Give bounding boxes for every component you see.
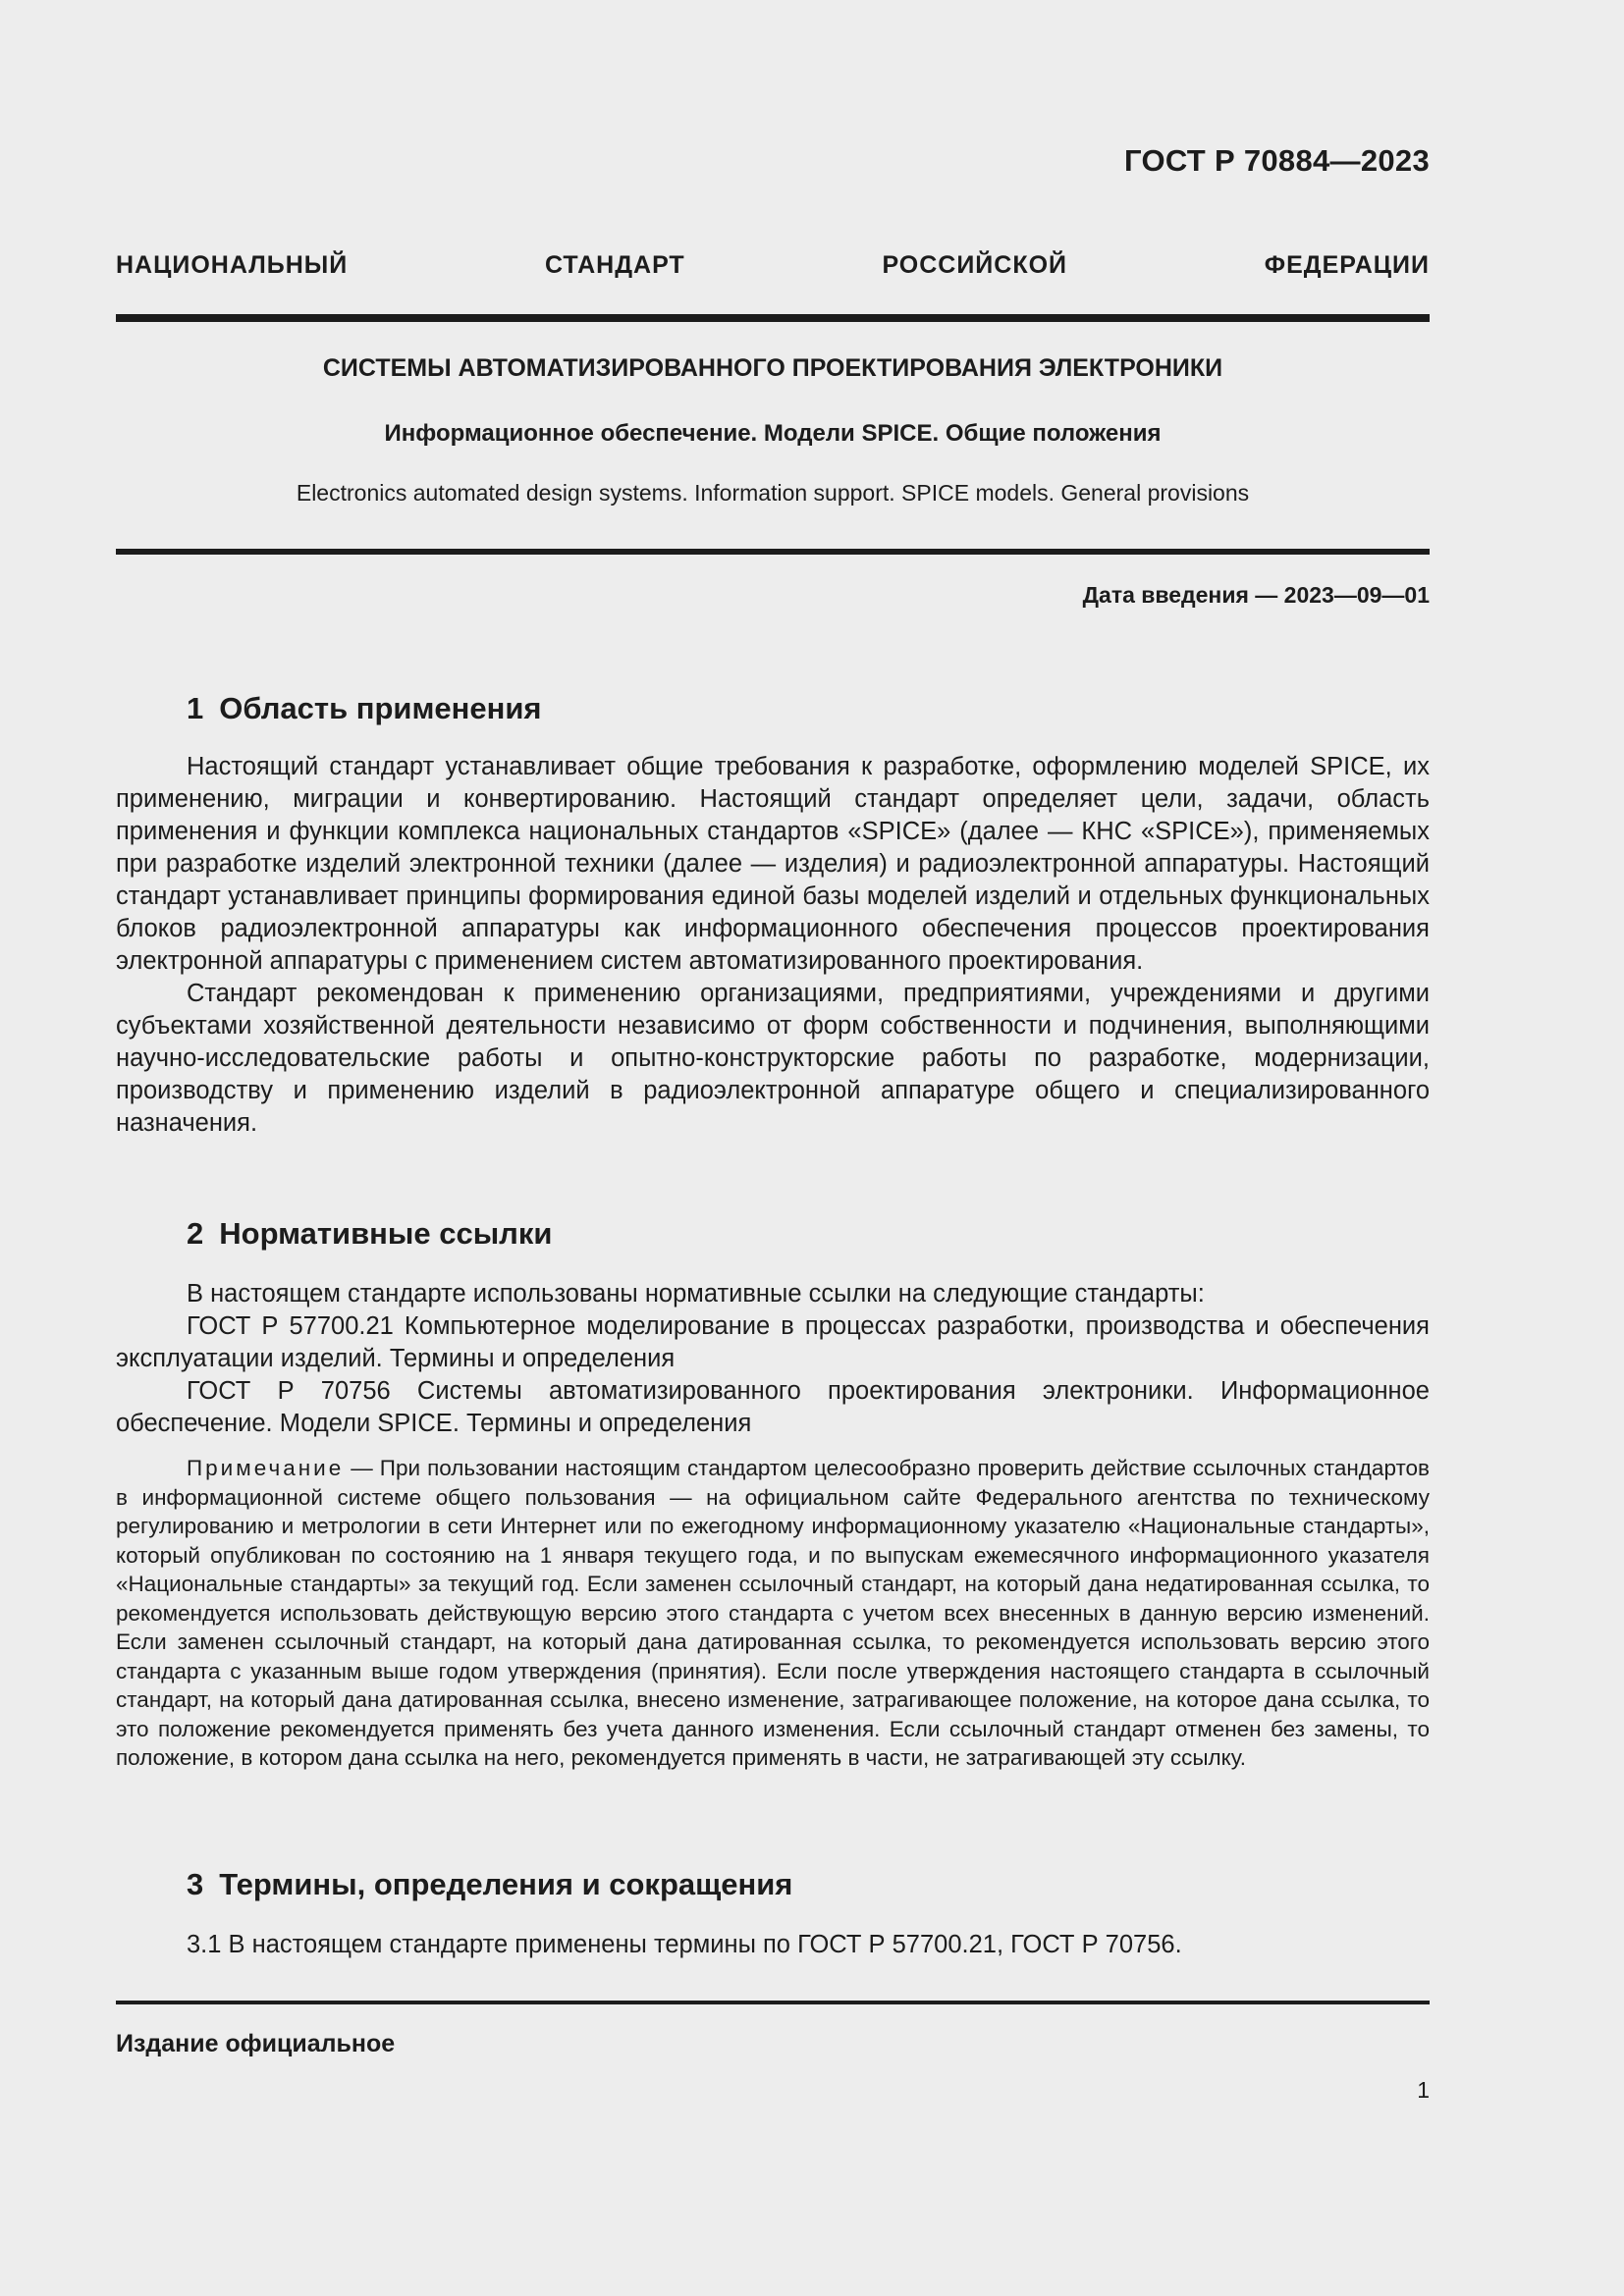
introduction-date: Дата введения — 2023—09—01 (1082, 582, 1430, 608)
footer-rule (116, 2001, 1430, 2004)
section-number: 1 (187, 691, 204, 725)
section-3-body (116, 1929, 1430, 1961)
section-2-heading (187, 1216, 552, 1252)
normative-reference: ГОСТ Р 70756 Системы автоматизированного проектирования электроники. Информационное обеспечение. Модели SPICE. Термины и определения (116, 1377, 1430, 1437)
national-standard-banner: НАЦИОНАЛЬНЫЙ СТАНДАРТ РОССИЙСКОЙ ФЕДЕРАЦИИ (116, 251, 1430, 279)
normative-reference: ГОСТ Р 57700.21 Компьютерное моделирование в процессах разработки, производства и обеспечения эксплуатации изделий. Термины и определения (116, 1312, 1430, 1372)
section-1-heading (187, 691, 542, 726)
edition-label: Издание официальное (116, 2030, 396, 2057)
paragraph: В настоящем стандарте использованы нормативные ссылки на следующие стандарты: (187, 1280, 1205, 1308)
section-3-heading (187, 1867, 792, 1902)
note-text: — При пользовании настоящим стандартом целесообразно проверить действие ссылочных стандартов в информационной системе общего пользования — на официальном сайте Федерального агентства по техническому регулированию и метрологии в сети Интернет или по ежегодному информационному указателю «Национальные стандарты», который опубликован по состоянию на 1 января текущего года, и по выпускам ежемесячного информационного указателя «Национальные стандарты» за текущий год. Если заменен ссылочный стандарт, на который дана недатированная ссылка, то рекомендуется использовать действующую версию этого стандарта с учетом всех внесенных в данную версию изменений. Если заменен ссылочный стандарт, на который дана датированная ссылка, то рекомендуется использовать версию этого стандарта с указанным выше годом утверждения (принятия). Если после утверждения настоящего стандарта в ссылочный стандарт, на который дана датированная ссылка, внесено изменение, затрагивающее положение, на которое дана ссылка, то это положение рекомендуется применять без учета данного изменения. Если ссылочный стандарт отменен без замены, то положение, в котором дана ссылка на него, рекомендуется применять в части, не затрагивающей эту ссылку. (116, 1456, 1430, 1770)
section-number: 2 (187, 1216, 204, 1251)
section-title: Нормативные ссылки (219, 1216, 553, 1251)
note (116, 1454, 1430, 1773)
section-1-body (116, 751, 1430, 1140)
section-title: Область применения (219, 691, 542, 725)
document-subtitle: Информационное обеспечение. Модели SPICE. Общие положения (384, 420, 1162, 447)
page-number: 1 (1417, 2077, 1430, 2103)
note-label: Примечание (187, 1456, 345, 1480)
section-title: Термины, определения и сокращения (219, 1867, 793, 1901)
paragraph: 3.1 В настоящем стандарте применены термины по ГОСТ Р 57700.21, ГОСТ Р 70756. (187, 1931, 1182, 1958)
section-2-body (116, 1278, 1430, 1773)
document-title-english: Electronics automated design systems. Information support. SPICE models. General provisions (296, 480, 1250, 506)
paragraph: Настоящий стандарт устанавливает общие требования к разработке, оформлению моделей SPICE, их применению, миграции и конвертированию. Настоящий стандарт определяет цели, задачи, область применения и функции комплекса национальных стандартов «SPICE» (далее — КНС «SPICE»), применяемых при разработке изделий электронной техники (далее — изделия) и радиоэлектронной аппаратуры. Настоящий стандарт устанавливает принципы формирования единой базы моделей изделий и отдельных функциональных блоков радиоэлектронной аппаратуры как информационного обеспечения процессов проектирования электронной аппаратуры с применением систем автоматизированного проектирования. (116, 753, 1430, 975)
document-title: СИСТЕМЫ АВТОМАТИЗИРОВАННОГО ПРОЕКТИРОВАНИЯ ЭЛЕКТРОНИКИ (322, 354, 1223, 382)
title-bottom-rule (116, 549, 1430, 555)
top-rule (116, 314, 1430, 322)
gost-number: ГОСТ Р 70884—2023 (1124, 143, 1430, 178)
section-number: 3 (187, 1867, 204, 1901)
paragraph: Стандарт рекомендован к применению организациями, предприятиями, учреждениями и другими субъектами хозяйственной деятельности независимо от форм собственности и подчинения, выполняющими научно-исследовательские работы и опытно-конструкторские работы по разработке, модернизации, производству и применению изделий в радиоэлектронной аппаратуре общего и специализированного назначения. (116, 980, 1430, 1137)
